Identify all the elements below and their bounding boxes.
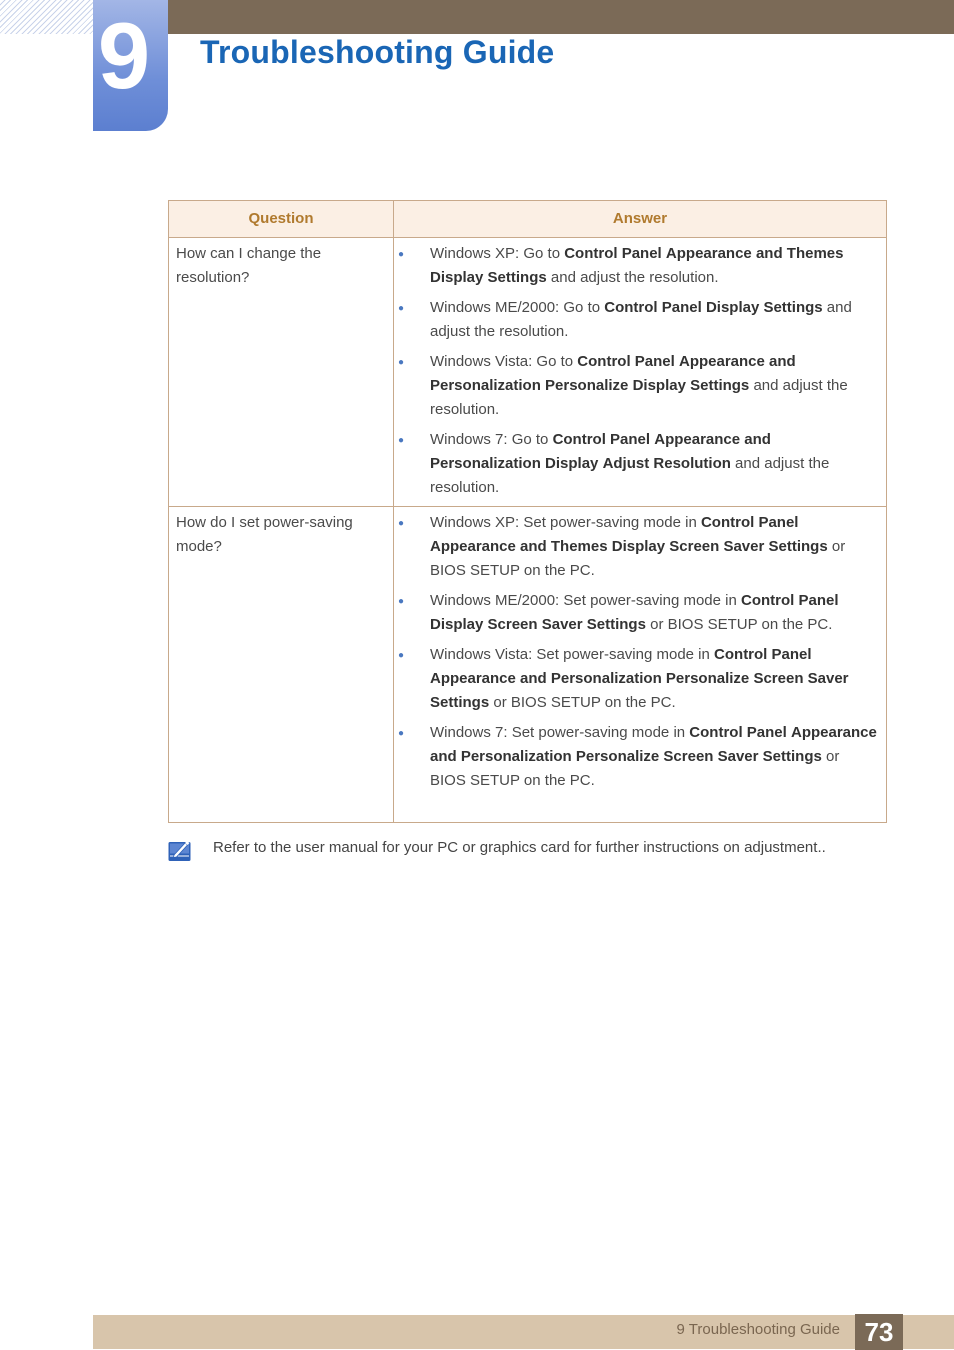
- page-title: Troubleshooting Guide: [200, 34, 555, 70]
- answer-text: and adjust the resolution.: [430, 299, 852, 340]
- menu-path-text: Control Panel: [740, 592, 839, 609]
- menu-path-text: Appearance and Themes: [430, 538, 608, 555]
- menu-path-text: Personalize: [665, 670, 750, 687]
- bullet-icon: ●: [398, 303, 405, 314]
- answer-item: [398, 296, 878, 344]
- menu-path-text: Screen Saver Settings: [487, 616, 646, 633]
- footer-bar: [93, 1315, 954, 1349]
- chapter-badge: [93, 0, 168, 131]
- answer-cell: [394, 507, 887, 823]
- troubleshooting-table: [168, 200, 887, 823]
- chapter-number: 9: [97, 3, 151, 108]
- menu-path-text: Personalize: [545, 377, 629, 394]
- menu-path-text: Control Panel: [552, 431, 651, 448]
- note: [168, 838, 888, 866]
- menu-path-text: Screen Saver Settings: [669, 538, 828, 555]
- answer-text: or BIOS SETUP on the PC.: [430, 538, 846, 579]
- answer-item: [398, 428, 878, 500]
- question-cell: How do I set power-saving mode?: [169, 507, 394, 823]
- note-pencil-icon: [168, 840, 192, 862]
- menu-path-text: Personalize: [575, 748, 660, 765]
- answer-text: or BIOS SETUP on the PC.: [645, 616, 833, 633]
- answer-text: or BIOS SETUP on the PC.: [430, 748, 840, 789]
- answer-text: Windows Vista: Set power-saving mode in: [430, 646, 715, 663]
- answer-text: or BIOS SETUP on the PC.: [489, 694, 676, 711]
- bullet-icon: ●: [398, 435, 405, 446]
- menu-path-text: Appearance and Themes: [665, 245, 844, 262]
- menu-path-text: Screen Saver Settings: [663, 748, 822, 765]
- menu-path-text: Display Settings: [632, 377, 750, 394]
- bullet-icon: ●: [398, 357, 405, 368]
- menu-path-text: Adjust Resolution: [602, 455, 731, 472]
- answer-text: Windows ME/2000: Go to: [430, 299, 605, 316]
- menu-path-text: Control Panel: [564, 245, 662, 262]
- menu-path-text: Appearance and Personalization: [430, 431, 771, 472]
- menu-path-text: Display Settings: [705, 299, 823, 316]
- menu-path-text: Control Panel: [689, 724, 787, 741]
- footer-chapter-label: 9 Troubleshooting Guide: [676, 1321, 840, 1338]
- bullet-icon: ●: [398, 650, 405, 661]
- menu-path-text: Display: [430, 269, 484, 286]
- menu-path-text: Screen Saver Settings: [430, 670, 849, 711]
- answer-text: Windows 7: Go to: [430, 431, 553, 448]
- column-header-answer: Answer: [394, 201, 887, 238]
- bullet-icon: ●: [398, 596, 405, 607]
- answer-text: Windows Vista: Go to: [430, 353, 578, 370]
- answer-list: [398, 242, 878, 500]
- menu-path-text: Display: [430, 616, 484, 633]
- menu-path-text: Display: [611, 538, 666, 555]
- answer-item: [398, 350, 878, 422]
- answer-text: Windows ME/2000: Set power-saving mode in: [430, 592, 741, 609]
- bullet-icon: ●: [398, 728, 405, 739]
- answer-text: and adjust the resolution.: [430, 455, 830, 496]
- answer-item: [398, 511, 878, 583]
- answer-item: [398, 643, 878, 715]
- table-row: [169, 507, 887, 823]
- table-header-row: [169, 201, 887, 238]
- answer-item: [398, 242, 878, 290]
- menu-path-text: Control Panel: [714, 646, 812, 663]
- menu-path-text: Control Panel: [700, 514, 799, 531]
- menu-path-text: Display: [545, 455, 599, 472]
- answer-text: Windows XP: Set power-saving mode in: [430, 514, 701, 531]
- menu-path-text: Appearance and Personalization: [430, 353, 796, 394]
- answer-text: and adjust the resolution.: [546, 269, 719, 286]
- answer-item: [398, 589, 878, 637]
- answer-list: [398, 511, 878, 793]
- bullet-icon: ●: [398, 518, 405, 529]
- menu-path-text: Control Panel: [604, 299, 702, 316]
- answer-cell: [394, 238, 887, 507]
- answer-text: Windows 7: Set power-saving mode in: [430, 724, 690, 741]
- top-header-bar: [168, 0, 954, 34]
- menu-path-text: Settings: [487, 269, 547, 286]
- bullet-icon: ●: [398, 249, 405, 260]
- question-cell: How can I change the resolution?: [169, 238, 394, 507]
- menu-path-text: Appearance and Personalization: [430, 724, 877, 765]
- page-number: 73: [855, 1314, 903, 1350]
- table-row: [169, 238, 887, 507]
- answer-text: Windows XP: Go to: [430, 245, 565, 262]
- corner-hatch-decoration: [0, 0, 93, 34]
- note-text: Refer to the user manual for your PC or graphics card for further instructions on adjustment..: [213, 839, 826, 856]
- column-header-question: Question: [169, 201, 394, 238]
- menu-path-text: Control Panel: [577, 353, 675, 370]
- menu-path-text: Appearance and Personalization: [430, 670, 662, 687]
- answer-text: and adjust the resolution.: [430, 377, 848, 418]
- answer-item: [398, 721, 878, 793]
